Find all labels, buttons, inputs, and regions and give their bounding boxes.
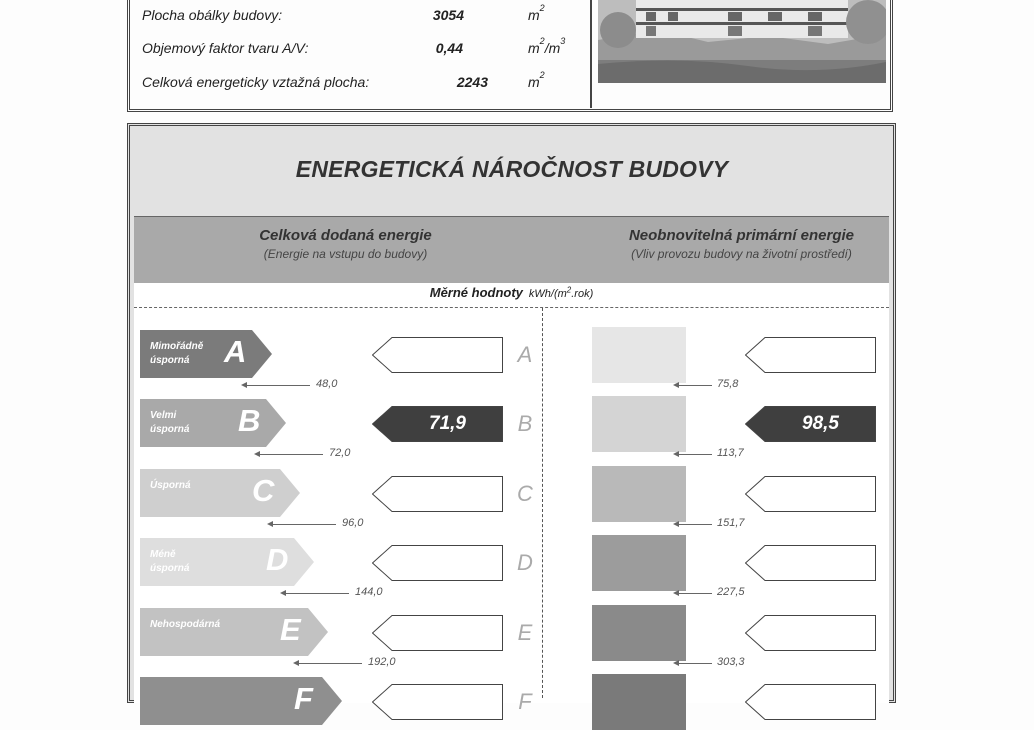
delivered-energy-marker-a xyxy=(372,337,503,373)
class-d-description-line1: Méně xyxy=(150,549,176,560)
primary-energy-marker-a-shape xyxy=(745,337,876,373)
primary-energy-swatch-d xyxy=(592,535,686,591)
left-column-subheading: (Energie na vstupu do budovy) xyxy=(263,247,428,261)
class-a-description xyxy=(150,340,203,368)
middle-class-letter-f: F xyxy=(518,689,532,714)
right-column-header xyxy=(553,227,930,261)
delivered-energy-marker-b-value: 71,9 xyxy=(429,413,466,434)
class-e-description xyxy=(150,618,220,632)
primary-energy-marker-e-outline xyxy=(746,616,876,651)
units-row xyxy=(134,285,889,300)
primary-energy-marker-c xyxy=(745,476,876,512)
info-value-reference-area: 2243 xyxy=(456,74,488,90)
right-column-heading: Neobnovitelná primární energie xyxy=(628,227,855,244)
middle-class-letter-b: B xyxy=(517,411,533,436)
class-d-letter: D xyxy=(266,542,289,577)
class-b-description-line2: úsporná xyxy=(150,424,190,435)
delivered-energy-marker-e-outline xyxy=(373,616,503,651)
class-a-letter: A xyxy=(224,334,247,369)
primary-energy-swatch-c xyxy=(592,466,686,522)
primary-energy-marker-d-shape xyxy=(745,545,876,581)
info-label-shape-factor: Objemový faktor tvaru A/V: xyxy=(142,40,309,56)
primary-energy-marker-c-outline xyxy=(746,477,876,512)
class-c-arrow xyxy=(140,469,300,517)
class-a-arrow xyxy=(140,330,272,378)
class-b-arrow xyxy=(140,399,286,447)
info-unit-shape-factor: $m^2/m^3$ xyxy=(528,36,566,56)
class-e-left-limit-value: 192,0 xyxy=(368,656,396,668)
class-f-letter: F xyxy=(294,681,313,716)
class-d-arrow xyxy=(140,538,314,586)
info-value-envelope: 3054 xyxy=(432,7,464,23)
primary-energy-swatch-b xyxy=(592,396,686,452)
class-e-letter: E xyxy=(280,612,301,647)
primary-energy-marker-f xyxy=(745,684,876,720)
class-c-letter: C xyxy=(252,473,275,508)
units-value: kWh/$(m^2.rok)$ xyxy=(528,285,594,300)
class-c-arrow-shape xyxy=(140,469,300,517)
middle-class-letter-e: E xyxy=(517,620,533,645)
primary-energy-swatch-e xyxy=(592,605,686,661)
class-e-right-limit-line xyxy=(678,663,712,664)
right-column-subheading: (Vliv provozu budovy na životní prostředí) xyxy=(631,247,852,261)
class-c-left-limit-value: 96,0 xyxy=(342,517,364,529)
primary-energy-marker-a xyxy=(745,337,876,373)
class-a-right-limit-line xyxy=(678,385,712,386)
class-b-description-line1: Velmi xyxy=(150,410,177,421)
class-c-right-limit-line xyxy=(678,524,712,525)
page-title: ENERGETICKÁ NÁROČNOST BUDOVY xyxy=(295,156,729,182)
middle-class-letter-c: C xyxy=(517,481,533,506)
class-b-left-limit-value: 72,0 xyxy=(329,447,351,459)
delivered-energy-marker-c-outline xyxy=(373,477,503,512)
primary-energy-marker-f-shape xyxy=(745,684,876,720)
delivered-energy-marker-a-shape xyxy=(372,337,503,373)
primary-energy-swatch-a xyxy=(592,327,686,383)
class-d-left-limit-value: 144,0 xyxy=(355,586,383,598)
delivered-energy-marker-e-shape xyxy=(372,615,503,651)
class-b-left-limit-line xyxy=(259,454,323,455)
delivered-energy-marker-f-shape xyxy=(372,684,503,720)
class-b-right-limit-value: 113,7 xyxy=(717,447,744,459)
primary-energy-marker-b xyxy=(745,406,876,442)
class-b-letter: B xyxy=(238,403,261,438)
info-divider xyxy=(590,0,592,108)
primary-energy-marker-f-outline xyxy=(746,685,876,720)
class-f-arrow xyxy=(140,677,342,725)
delivered-energy-marker-c xyxy=(372,476,503,512)
info-value-shape-factor: 0,44 xyxy=(435,40,463,56)
primary-energy-marker-b-value: 98,5 xyxy=(802,413,839,434)
info-label-reference-area: Celková energeticky vztažná plocha: xyxy=(142,74,370,90)
class-d-right-limit-value: 227,5 xyxy=(717,586,745,598)
middle-class-letter-d: D xyxy=(517,550,533,575)
building-photo xyxy=(598,0,886,83)
delivered-energy-marker-c-shape xyxy=(372,476,503,512)
class-a-description-line1: Mimořádně xyxy=(150,341,204,352)
class-a-left-limit-value: 48,0 xyxy=(316,378,338,390)
primary-energy-marker-d xyxy=(745,545,876,581)
class-a-left-limit-line xyxy=(246,385,310,386)
class-c-arrow-fill xyxy=(140,469,300,517)
column-divider xyxy=(542,308,543,698)
class-e-left-limit-line xyxy=(298,663,362,664)
delivered-energy-marker-b xyxy=(372,406,503,442)
class-b-description xyxy=(150,409,189,437)
primary-energy-marker-d-outline xyxy=(746,546,876,581)
middle-class-letter-a: A xyxy=(517,342,533,367)
primary-energy-marker-e-shape xyxy=(745,615,876,651)
class-d-right-limit-line xyxy=(678,593,712,594)
delivered-energy-marker-d xyxy=(372,545,503,581)
class-c-right-limit-value: 151,7 xyxy=(717,517,745,529)
class-a-right-limit-value: 75,8 xyxy=(717,378,739,390)
class-d-description-line2: úsporná xyxy=(150,563,190,574)
primary-energy-marker-a-outline xyxy=(746,338,876,373)
class-c-description-line1: Úsporná xyxy=(150,480,191,491)
delivered-energy-marker-a-outline xyxy=(373,338,503,373)
class-e-description-line1: Nehospodárná xyxy=(150,619,221,630)
delivered-energy-marker-d-shape xyxy=(372,545,503,581)
primary-energy-swatch-f xyxy=(592,674,686,730)
class-d-description xyxy=(150,548,189,576)
delivered-energy-marker-d-outline xyxy=(373,546,503,581)
class-b-right-limit-line xyxy=(678,454,712,455)
class-c-description xyxy=(150,479,191,493)
primary-energy-marker-c-shape xyxy=(745,476,876,512)
info-unit-reference-area: $m^2$ xyxy=(528,70,545,90)
class-e-right-limit-value: 303,3 xyxy=(717,656,745,668)
class-e-arrow xyxy=(140,608,328,656)
units-separator xyxy=(134,307,889,308)
class-c-left-limit-line xyxy=(272,524,336,525)
info-unit-envelope: $m^2$ xyxy=(528,3,545,23)
units-label: Měrné hodnoty xyxy=(429,285,523,300)
class-a-description-line2: úsporná xyxy=(150,355,190,366)
class-d-left-limit-line xyxy=(285,593,349,594)
primary-energy-marker-e xyxy=(745,615,876,651)
delivered-energy-marker-e xyxy=(372,615,503,651)
delivered-energy-marker-f-outline xyxy=(373,685,503,720)
left-column-heading: Celková dodaná energie xyxy=(259,227,432,244)
left-column-header xyxy=(157,227,534,261)
info-label-envelope: Plocha obálky budovy: xyxy=(142,7,283,23)
delivered-energy-marker-f xyxy=(372,684,503,720)
